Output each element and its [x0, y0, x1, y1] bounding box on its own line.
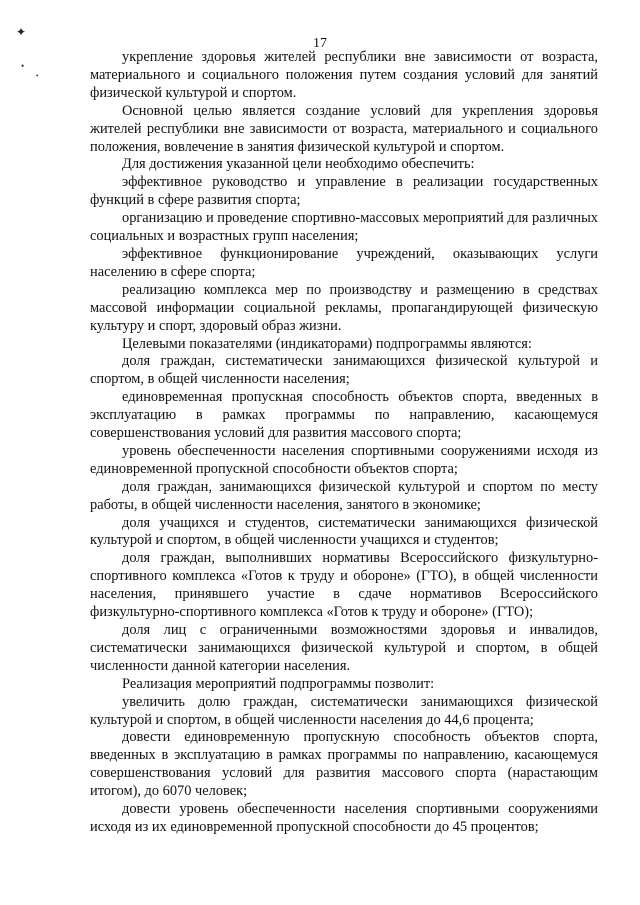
- paragraph: доля граждан, систематически занимающихся физической культурой и спортом, в общей численности населения;: [90, 353, 598, 388]
- paragraph: Реализация мероприятий подпрограммы позволит:: [122, 675, 435, 692]
- paragraph: доля лиц с ограниченными возможностями здоровья и инвалидов, систематически занимающихся физической культурой и спортом, в общей численности данной категории населения.: [90, 622, 598, 674]
- paragraph: реализацию комплекса мер по производству и размещению в средствах массовой информации социальной рекламы, пропагандирующей физическую культуру и спорт, здоровый образ жизни.: [90, 281, 598, 334]
- paragraph: довести уровень обеспеченности населения спортивными сооружениями исходя из их единовременной пропускной способности до 45 процентов;: [90, 801, 598, 835]
- scan-artifact-mark: •: [36, 72, 39, 80]
- paragraph: довести единовременную пропускную способность объектов спорта, введенных в эксплуатацию в рамках программы по направлению, касающемуся совершенствования условий для развития массового спорта (нарастающим итогом), до 6070 человек;: [90, 729, 598, 800]
- scan-artifact-mark: ✦: [16, 25, 27, 39]
- paragraph: Основной целью является создание условий для укрепления здоровья жителей республики вне зависимости от возраста, материального и социального положения, вовлечение в занятия физической культурой и спортом.: [90, 102, 598, 155]
- paragraph: доля граждан, выполнивших нормативы Всероссийского физкультурно-спортивного комплекса «Готов к труду и обороне» (ГТО), в общей численности населения, принявшего участие в сдаче нормативов Всероссийского физкультурно-спортивного комплекса «Готов к труду и обороне» (ГТО);: [90, 550, 598, 621]
- paragraph: Для достижения указанной цели необходимо обеспечить:: [122, 156, 475, 173]
- paragraph: Целевыми показателями (индикаторами) подпрограммы являются:: [122, 335, 532, 352]
- paragraph: эффективное руководство и управление в реализации государственных функций в сфере развития спорта;: [90, 174, 598, 209]
- paragraph: эффективное функционирование учреждений, оказывающих услуги населению в сфере спорта;: [90, 245, 598, 280]
- paragraph: организацию и проведение спортивно-массовых мероприятий для различных социальных и возрастных групп населения;: [90, 210, 598, 245]
- paragraph: уровень обеспеченности населения спортивными сооружениями исходя из единовременной пропускной способности объектов спорта;: [90, 442, 598, 477]
- paragraph: увеличить долю граждан, систематически занимающихся физической культурой и спортом, в общей численности населения до 44,6 процента;: [90, 693, 598, 728]
- paragraph: доля учащихся и студентов, систематически занимающихся физической культурой и спортом, в общей численности учащихся и студентов;: [90, 514, 598, 549]
- scan-artifact-mark: •: [21, 61, 25, 71]
- page-number: 17: [313, 36, 327, 51]
- paragraph: доля граждан, занимающихся физической культурой и спортом по месту работы, в общей численности населения, занятого в экономике;: [90, 478, 598, 513]
- paragraph: единовременная пропускная способность объектов спорта, введенных в эксплуатацию в рамках программы по направлению, касающемуся совершенствования условий для развития массового спорта;: [90, 389, 598, 442]
- paragraph: укрепление здоровья жителей республики вне зависимости от возраста, материального и социального положения путем создания условий для занятий физической культурой и спортом.: [90, 49, 598, 101]
- document-body: [90, 49, 598, 837]
